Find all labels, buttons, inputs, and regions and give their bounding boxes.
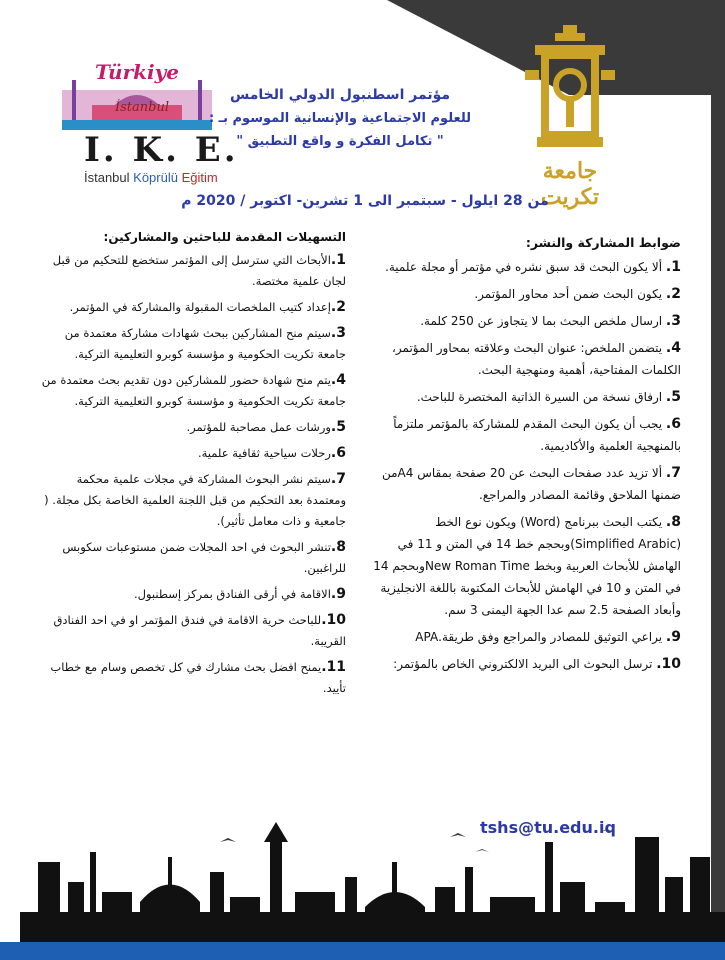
facility-item [38,537,346,579]
ike-sub-koprulu: Köprülü [133,170,178,185]
facility-number: 2. [330,299,346,315]
rule-text: ارسال ملخص البحث بما لا يتجاوز عن 250 كلمة. [420,314,663,328]
rule-item [368,337,681,381]
facility-item [38,657,346,699]
rule-item [368,310,681,332]
facility-number: 11. [321,659,346,675]
rule-text: ألا يكون البحث قد سبق نشره في مؤتمر أو مجلة علمية. [385,260,663,274]
rule-number: 5. [665,389,681,405]
facility-text: رحلات سياحية ثقافية علمية. [197,446,331,460]
conference-theme: " تكامل الفكرة و واقع التطبيق " [236,134,444,149]
rule-number: 7. [665,465,681,481]
rule-item [368,413,681,457]
facility-number: 6. [330,445,346,461]
facility-number: 3. [330,325,346,341]
conference-subtitle: للعلوم الاجتماعية والإنسانية الموسوم بـ : [208,111,472,126]
ike-logo-subtitle [84,170,218,185]
rule-text: يجب أن يكون البحث المقدم للمشاركة بالمؤتمر ملتزماً بالمنهجية العلمية والأكاديمية. [393,417,681,453]
facility-text: يمنح افضل بحث مشارك في كل تخصص وسام مع خطاب تأييد. [50,660,346,695]
ike-sub-egitim: Eğitim [177,170,218,185]
facility-number: 9. [330,586,346,602]
facility-item [38,610,346,652]
turkiye-script: Türkiye [95,60,179,84]
facility-item [38,250,346,292]
rule-text: يكون البحث ضمن أحد محاور المؤتمر. [474,287,663,301]
tikrit-university-name: جامعة تكريت [540,158,600,210]
facility-number: 4. [330,372,346,388]
rule-number: 4. [665,340,681,356]
rule-text: يكتب البحث ببرنامج (Word) ويكون نوع الخط (Simplified Arabic)وبحجم خط 14 في المتن و 11 في الهامش للأبحاث العربية وبخط New Roman Timeوبحجم 14 في المتن و 10 في الهامش للأبحاث المكتوبة باللغة الانجليزية وأبعاد الصفحة 2.5 سم عدا الجهة اليمنى 3 سم. [373,515,681,617]
bottom-blue-bar [0,942,725,960]
facility-text: سيتم نشر البحوث المشاركة في مجلات علمية محكمة ومعتمدة بعد التحكيم من قبل اللجنة العلمية الخاصة بكل مجلة. ( جامعية و ذات معامل تأثير). [44,472,346,528]
rule-number: 9. [665,629,681,645]
rule-number: 10. [656,656,681,672]
istanbul-skyline-silhouette-icon [20,822,725,942]
rule-number: 1. [665,259,681,275]
facility-number: 10. [321,612,346,628]
rule-number: 8. [665,514,681,530]
rule-number: 3. [665,313,681,329]
rules-column [368,235,681,680]
rule-number: 2. [665,286,681,302]
facility-item [38,584,346,605]
right-dark-stripe [711,0,725,960]
facility-item [38,297,346,318]
facility-item [38,443,346,464]
facility-text: للباحث حرية الاقامة في فندق المؤتمر او في احد الفنادق القريبة. [53,613,346,648]
facility-item [38,469,346,532]
submission-email-link[interactable]: tshs@tu.edu.iq [480,818,616,837]
facility-number: 1. [330,252,346,268]
facility-text: الاقامة في أرقى الفنادق بمركز إسطنبول. [133,587,331,601]
rule-text: ارفاق نسخة من السيرة الذاتية المختصرة للباحث. [416,390,663,404]
ike-sub-istanbul: İstanbul [84,170,134,185]
rule-item [368,653,681,675]
rule-text: ألا تزيد عدد صفحات البحث عن 20 صفحة بمقاس A4من ضمنها الملاحق وقائمة المصادر والمراجع. [381,466,681,502]
facility-item [38,370,346,412]
istanbul-script: İstanbul [115,100,170,115]
rule-text: يراعي التوثيق للمصادر والمراجع وفق طريقة.APA [415,630,663,644]
facility-number: 5. [330,419,346,435]
facility-number: 8. [330,539,346,555]
conference-dates: من 28 ايلول - سبتمبر الى 1 تشرين- اكتوبر / 2020 م [181,193,549,209]
rule-text: يتضمن الملخص: عنوان البحث وعلاقته بمحاور المؤتمر، الكلمات المفتاحية، أهمية ومنهجية البحث. [392,341,681,377]
rule-item [368,626,681,648]
ike-logo-title: I. K. E. [84,130,239,170]
facilities-heading: التسهيلات المقدمة للباحثين والمشاركين: [103,230,346,244]
facility-text: تنشر البحوث في احد المجلات ضمن مستوعبات سكوبس للراغبين. [62,540,346,575]
facility-text: ورشات عمل مصاحبة للمؤتمر. [186,420,331,434]
rules-heading: ضوابط المشاركة والنشر: [525,235,681,250]
rule-item [368,283,681,305]
rule-item [368,511,681,621]
facility-text: الأبحاث التي سترسل إلى المؤتمر ستخضع للتحكيم من قبل لجان علمية مختصة. [52,253,346,288]
rule-text: ترسل البحوث الى البريد الالكتروني الخاص بالمؤتمر: [393,657,653,671]
conference-heading [165,87,515,149]
rule-item [368,256,681,278]
conference-title: مؤتمر اسطنبول الدولي الخامس [229,87,451,103]
facility-text: إعداد كتيب الملخصات المقبولة والمشاركة في المؤتمر. [69,300,331,314]
facility-item [38,323,346,365]
rule-number: 6. [665,416,681,432]
rule-item [368,462,681,506]
facility-number: 7. [330,471,346,487]
facility-text: يتم منح شهادة حضور للمشاركين دون تقديم بحث معتمدة من جامعة تكريت الحكومية و مؤسسة كوبرو التعليمية التركية. [41,373,346,408]
facilities-column [38,230,346,704]
facility-item [38,417,346,438]
facility-text: سيتم منح المشاركين ببحث شهادات مشاركة معتمدة من جامعة تكريت الحكومية و مؤسسة كوبرو التعليمية التركية. [64,326,346,361]
rule-item [368,386,681,408]
